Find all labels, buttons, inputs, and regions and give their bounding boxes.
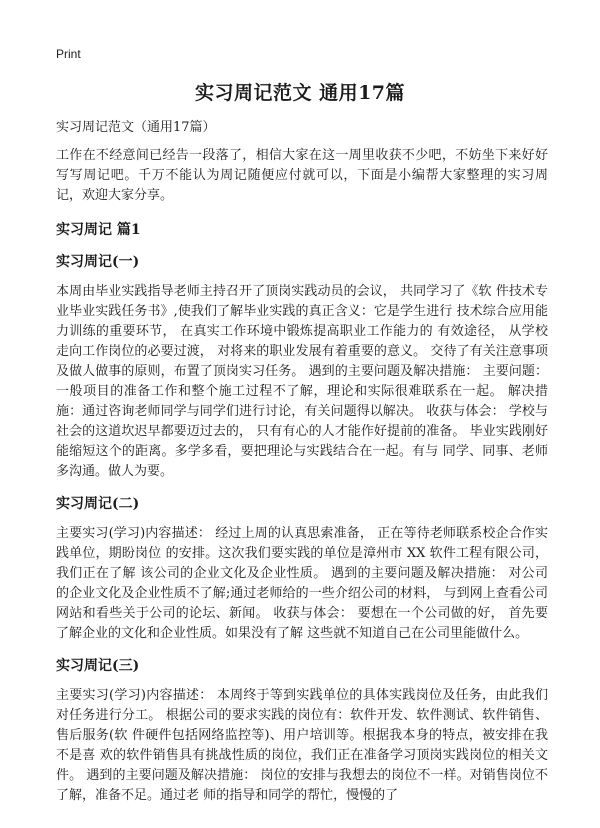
entry-heading-3: 实习周记(三) <box>56 658 140 674</box>
entry-heading-2: 实习周记(二) <box>56 496 140 512</box>
section-heading: 实习周记 篇1 <box>56 222 141 238</box>
print-link[interactable]: Print <box>56 47 81 61</box>
entry-heading-1: 实习周记(一) <box>56 254 140 270</box>
entry-body-3: 主要实习(学习)内容描述： 本周终于等到实践单位的具体实践岗位及任务，由此我们对任务进行分工。 根据公司的要求实践的岗位有：软件开发、软件测试、软件销售、售后服务(软 件硬件包括网络监控等)、用户培训等。根据我本身的特点，被安排在我不是喜 欢的软件销售具有挑战性质的岗位，我们正在准备学习顶岗实践岗位的相关文 件。 遇到的主要问题及解决措施： 岗位的安排与我想去的岗位不一样。对销售岗位不了解，准备不足。通过老 师的指导和同学的帮忙，慢慢的了 <box>56 688 548 803</box>
document-subtitle: 实习周记范文（通用17篇） <box>56 120 216 135</box>
intro-paragraph: 工作在不经意间已经告一段落了，相信大家在这一周里收获不少吧，不妨坐下来好好写写周记吧。千万不能认为周记随便应付就可以，下面是小编帮大家整理的实习周记，欢迎大家分享。 <box>56 148 548 203</box>
document-title: 实习周记范文 通用17篇 <box>194 82 406 104</box>
entry-body-1: 本周由毕业实践指导老师主持召开了顶岗实践动员的会议， 共同学习了《软 件技术专业毕业实践任务书》,使我们了解毕业实践的真正含义：它是学生进行 技术综合应用能力训练的重要环节， 在真实工作环境中锻炼提高职业工作能力的 有效途径， 从学校走向工作岗位的必要过渡， 对将来的职业发展有着重要的意义。 交待了有关注意事项及做人做事的原则，布置了顶岗实习任务。 遇到的主要问题及解决措施： 主要问题：一般项目的准备工作和整个施工过程不了解，理论和实际很难联系在一起。 解决措施：通过咨询老师同学与同学们进行讨论，有关问题得以解决。 收获与体会： 学校与社会的这道坎迟早都要迈过去的， 只有有心的人才能作好提前的准备。 毕业实践刚好能缩短这个的距离。多学多看，要把理论与实践结合在一起。有与 同学、同事、老师多沟通。做人为要。 <box>56 284 548 479</box>
document-body <box>56 118 548 816</box>
entry-body-2: 主要实习(学习)内容描述： 经过上周的认真思索准备， 正在等待老师联系校企合作实践单位，期盼岗位 的安排。这次我们要实践的单位是漳州市 XX 软件工程有限公司，我们正在了解 该公司的企业文化及企业性质。 遇到的主要问题及解决措施： 对公司的企业文化及企业性质不了解;通过老师给的一些介绍公司的材料， 与到网上查看公司网站和看些关于公司的论坛、新闻。 收获与体会： 要想在一个公司做的好， 首先要了解企业的文化和企业性质。如果没有了解 这些就不知道自己在公司里能做什么。 <box>56 526 548 641</box>
